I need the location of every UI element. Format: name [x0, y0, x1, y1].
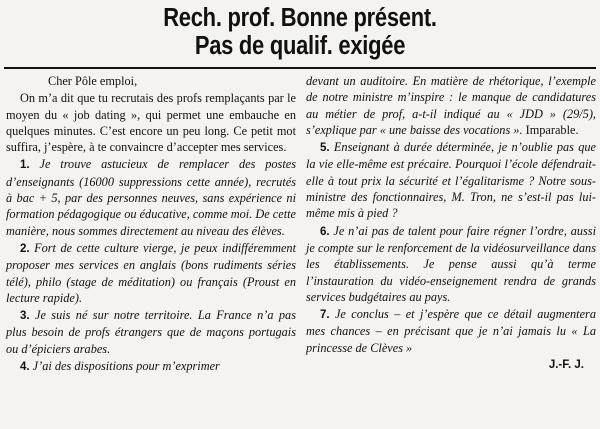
salutation: Cher Pôle emploi, [48, 74, 138, 88]
point-4-text-end: Imparable. [525, 122, 579, 137]
point-1-text: Je trouve astucieux de remplacer des postes d’enseignants (16000 suppressions cette année), recrutés à bac + 5, par des personnes neuves, sans expérience ni formation pédagogique ou éducative, comme moi. De cette manière, nous sommes directement au niveau des élèves. [6, 157, 296, 238]
point-3-text: Je suis né sur notre territoire. La France n’a pas plus besoin de profs étrangers que de maçons portugais ou d’épiciers arabes. [6, 308, 296, 356]
article-headline [42, 4, 558, 60]
point-4-start [6, 358, 296, 375]
point-7-text: Je conclus – et j’espère que ce détail augmentera mes chances – en précisant que je n’ai jamais lu [306, 307, 596, 339]
point-4-text-start: J’ai des dispositions pour m’exprimer [32, 359, 220, 374]
point-2-number: 2. [20, 242, 30, 255]
point-6-number: 6. [320, 225, 330, 238]
point-6 [306, 223, 596, 305]
point-7 [306, 306, 596, 356]
headline-line-1: Rech. prof. Bonne présent. [163, 4, 437, 32]
point-2-text: Fort de cette culture vierge, je peux indifféremment proposer mes services en anglais (bons rudiments séries télé), philo (stage de méditation) ou français (Proust en lecture rapide). [6, 240, 296, 305]
point-6-text: Je n’ai pas de talent pour faire régner l’ordre, aussi je compte sur le renforcement de la vidéosurveillance dans les établissements. Je pense aussi qu’à terme l’instauration du vidéo-enseignement rendra de grands services budgétaires au pays. [306, 223, 596, 304]
intro-paragraph: On m’a dit que tu recrutais des profs remplaçants par le moyen du « job dating », qui permet une embauche en quelques minutes. C’est encore un peu long. Ce petit mot suffira, j’espère, à te convaincre d’accepter mes services. [6, 91, 296, 155]
point-3 [6, 307, 296, 357]
point-5-text: Enseignant à durée déterminée, je n’oublie pas que la vie elle-même est précaire. Pourquoi l’école défendrait-elle à tout prix la sécurité et l’égalitarisme ? Notre sous-ministre des fonctionnaires, M. Tron, ne s’est-il pas lui-même mis à pied ? [306, 140, 597, 221]
column-right [306, 73, 596, 373]
point-7-book-title: « La princesse de Clèves » [306, 324, 596, 355]
point-1-number: 1. [20, 159, 30, 172]
point-1 [6, 156, 296, 238]
headline-rule [4, 67, 596, 69]
point-4-number: 4. [20, 361, 30, 374]
point-4-text-cont: devant un auditoire. En matière de rhétorique, l’exemple de notre ministre m’inspire : le manque de candidatures au métier de prof, a-t-il indiqué au « JDD » (29/5), s’explique par « une baisse des vocations ». [306, 74, 596, 137]
point-5-number: 5. [320, 142, 330, 155]
point-2 [6, 240, 296, 306]
point-7-number: 7. [320, 309, 330, 322]
point-4-continued [306, 73, 596, 138]
column-left [6, 73, 296, 375]
point-5 [306, 139, 596, 221]
headline-line-2: Pas de qualif. exigée [194, 32, 406, 60]
point-3-number: 3. [20, 310, 30, 323]
signature: J.-F. J. [548, 359, 584, 372]
